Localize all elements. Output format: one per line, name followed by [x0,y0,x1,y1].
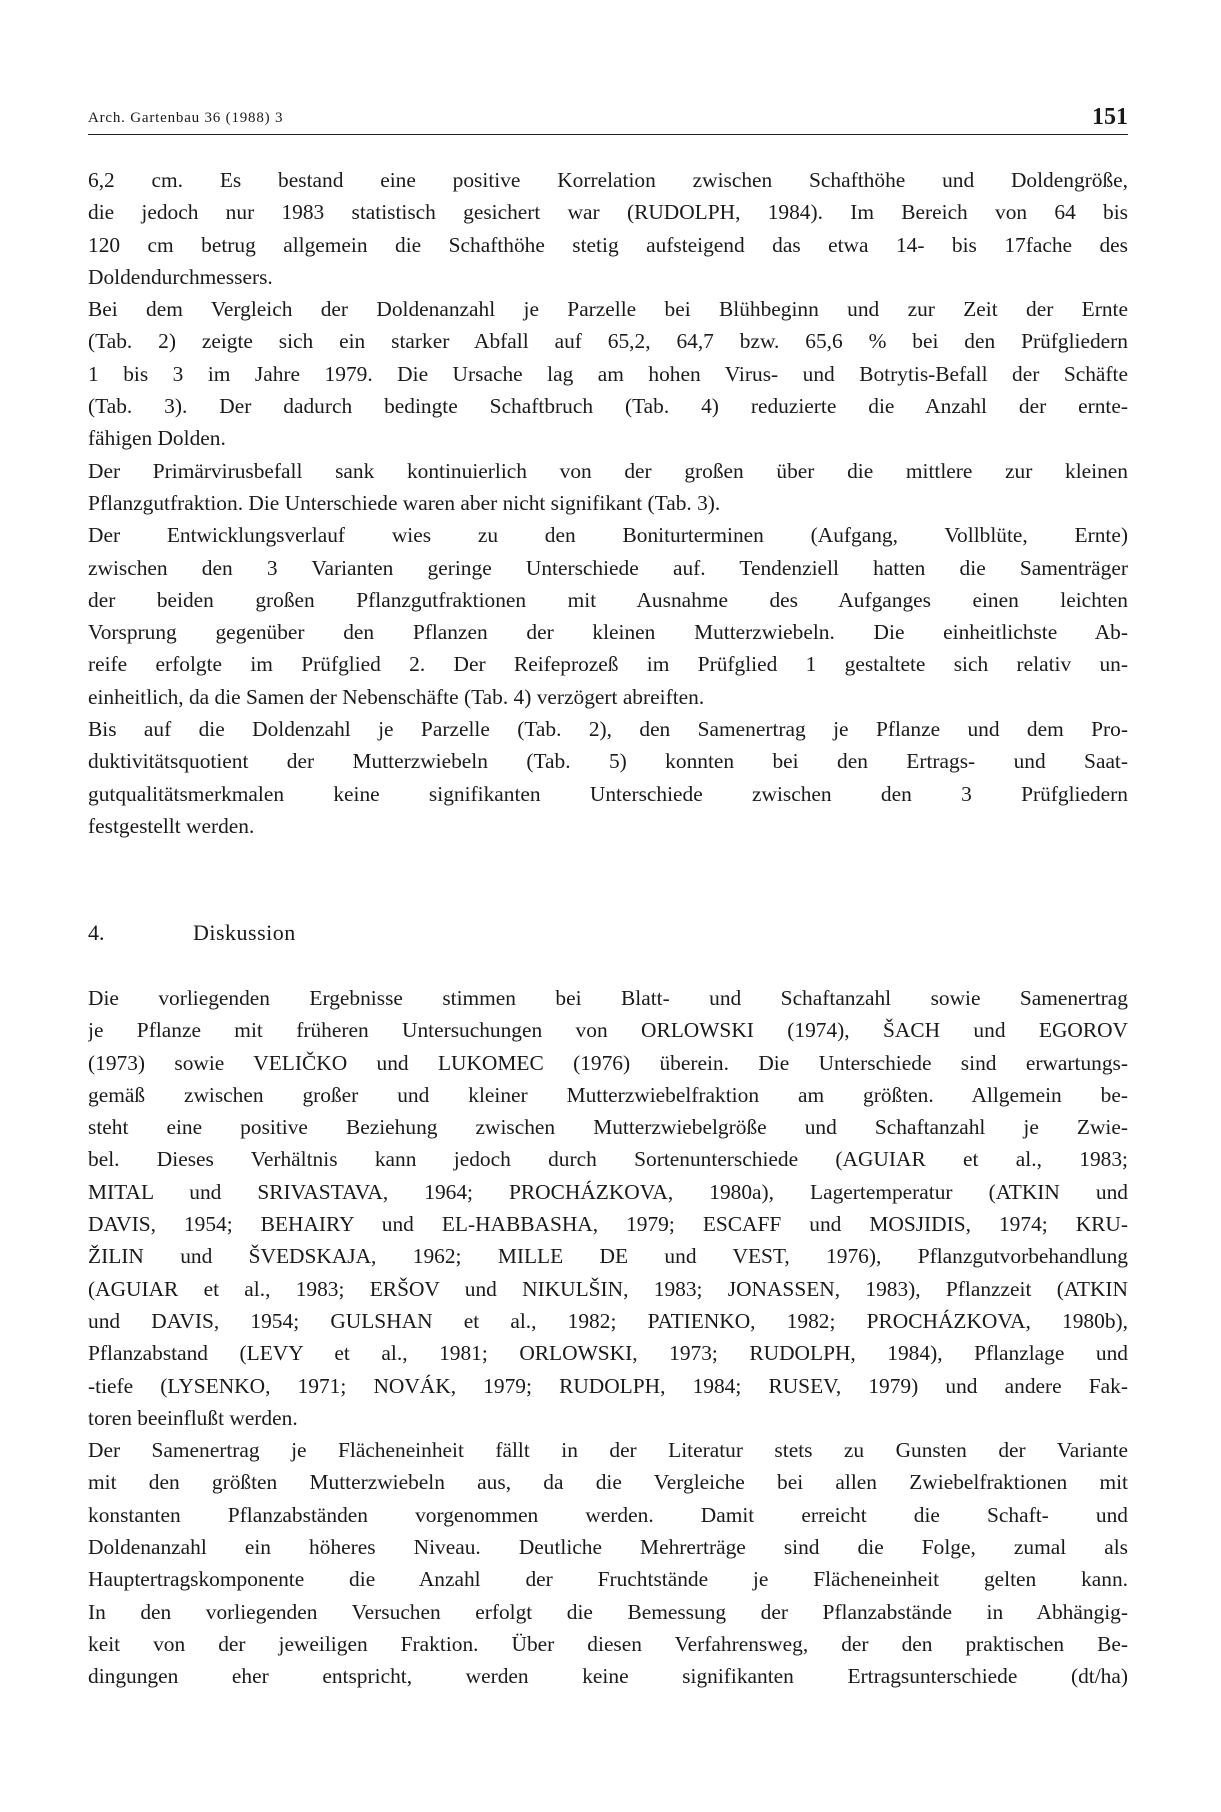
text-line: der beiden großen Pflanzgutfraktionen mit Ausnahme des Aufganges einen leichten [88,587,1128,612]
text-line: festgestellt werden. [88,813,255,838]
text-line: Doldenanzahl ein höheres Niveau. Deutliche Mehrerträge sind die Folge, zumal als [88,1535,1128,1560]
text-line: (1973) sowie VELIČKO und LUKOMEC (1976) überein. Die Unterschiede sind erwartungs- [88,1050,1128,1075]
text-line: Bei dem Vergleich der Doldenanzahl je Parzelle bei Blühbeginn und zur Zeit der Ernte [88,297,1128,322]
text-line: (Tab. 3). Der dadurch bedingte Schaftbruch (Tab. 4) reduzierte die Anzahl der ernte- [88,394,1128,419]
text-line: Die vorliegenden Ergebnisse stimmen bei Blatt- und Schaftanzahl sowie Samenertrag [88,986,1128,1010]
text-line: fähigen Dolden. [88,426,226,451]
section-title: Diskussion [193,920,296,945]
text-line: Pflanzgutfraktion. Die Unterschiede waren aber nicht signifikant (Tab. 3). [88,490,721,515]
running-header [88,104,1128,135]
text-line: je Pflanze mit früheren Untersuchungen von ORLOWSKI (1974), ŠACH und EGOROV [88,1018,1128,1043]
text-line: 120 cm betrug allgemein die Schafthöhe stetig aufsteigend das etwa 14- bis 17fache des [88,232,1128,257]
text-line: Der Primärvirusbefall sank kontinuierlich von der großen über die mittlere zur kleinen [88,458,1128,483]
discussion-text-block [88,982,1128,1693]
text-line: konstanten Pflanzabständen vorgenommen werden. Damit erreicht die Schaft- und [88,1502,1128,1527]
text-line: Der Samenertrag je Flächeneinheit fällt in der Literatur stets zu Gunsten der Variante [88,1438,1128,1463]
text-line: In den vorliegenden Versuchen erfolgt die Bemessung der Pflanzabstände in Abhängig- [88,1599,1128,1624]
text-line: ŽILIN und ŠVEDSKAJA, 1962; MILLE DE und VEST, 1976), Pflanzgutvorbehandlung [88,1244,1128,1269]
journal-citation: Arch. Gartenbau 36 (1988) 3 [88,110,284,126]
text-line: Bis auf die Doldenzahl je Parzelle (Tab. 2), den Samenertrag je Pflanze und dem Pro- [88,717,1128,742]
text-line: duktivitätsquotient der Mutterzwiebeln (Tab. 5) konnten bei den Ertrags- und Saat- [88,749,1128,774]
text-line: Hauptertragskomponente die Anzahl der Fruchtstände je Flächeneinheit gelten kann. [88,1567,1128,1592]
page-number: 151 [1092,104,1128,130]
text-line: mit den größten Mutterzwiebeln aus, da die Vergleiche bei allen Zwiebelfraktionen mit [88,1470,1128,1495]
text-line: 6,2 cm. Es bestand eine positive Korrelation zwischen Schafthöhe und Doldengröße, [88,168,1128,192]
text-line: MITAL und SRIVASTAVA, 1964; PROCHÁZKOVA, 1980a), Lagertemperatur (ATKIN und [88,1179,1128,1204]
text-line: 1 bis 3 im Jahre 1979. Die Ursache lag am hohen Virus- und Botrytis-Befall der Schäfte [88,361,1128,386]
text-line: (Tab. 2) zeigte sich ein starker Abfall auf 65,2, 64,7 bzw. 65,6 % bei den Prüfgliedern [88,329,1128,354]
text-line: einheitlich, da die Samen der Nebenschäfte (Tab. 4) verzögert abreiften. [88,684,705,709]
text-line: reife erfolgte im Prüfglied 2. Der Reifeprozeß im Prüfglied 1 gestaltete sich relativ un- [88,652,1128,677]
text-line: keit von der jeweiligen Fraktion. Über diesen Verfahrensweg, der den praktischen Be- [88,1631,1128,1656]
text-line: zwischen den 3 Varianten geringe Unterschiede auf. Tendenziell hatten die Samenträger [88,555,1128,580]
text-line: und DAVIS, 1954; GULSHAN et al., 1982; PATIENKO, 1982; PROCHÁZKOVA, 1980b), [88,1308,1128,1333]
text-line: Doldendurchmessers. [88,264,273,289]
text-line: Pflanzabstand (LEVY et al., 1981; ORLOWSKI, 1973; RUDOLPH, 1984), Pflanzlage und [88,1341,1128,1366]
text-line: bel. Dieses Verhältnis kann jedoch durch Sortenunterschiede (AGUIAR et al., 1983; [88,1147,1128,1172]
text-line: gutqualitätsmerkmalen keine signifikanten Unterschiede zwischen den 3 Prüfgliedern [88,781,1128,806]
text-line: toren beeinflußt werden. [88,1405,298,1430]
results-text-block [88,164,1128,842]
text-line: Der Entwicklungsverlauf wies zu den Boniturterminen (Aufgang, Vollblüte, Ernte) [88,523,1128,548]
text-line: DAVIS, 1954; BEHAIRY und EL-HABBASHA, 1979; ESCAFF und MOSJIDIS, 1974; KRU- [88,1212,1128,1237]
text-line: Vorsprung gegenüber den Pflanzen der kleinen Mutterzwiebeln. Die einheitlichste Ab- [88,620,1128,645]
text-line: steht eine positive Beziehung zwischen Mutterzwiebelgröße und Schaftanzahl je Zwie- [88,1115,1128,1140]
text-line: die jedoch nur 1983 statistisch gesichert war (RUDOLPH, 1984). Im Bereich von 64 bis [88,200,1128,225]
text-line: gemäß zwischen großer und kleiner Mutterzwiebelfraktion am größten. Allgemein be- [88,1082,1128,1107]
section-heading [88,920,1128,954]
text-line: dingungen eher entspricht, werden keine signifikanten Ertragsunterschiede (dt/ha) [88,1664,1128,1689]
section-number: 4. [88,920,105,945]
text-line: -tiefe (LYSENKO, 1971; NOVÁK, 1979; RUDOLPH, 1984; RUSEV, 1979) und andere Fak- [88,1373,1128,1398]
text-line: (AGUIAR et al., 1983; ERŠOV und NIKULŠIN, 1983; JONASSEN, 1983), Pflanzzeit (ATKIN [88,1276,1128,1301]
